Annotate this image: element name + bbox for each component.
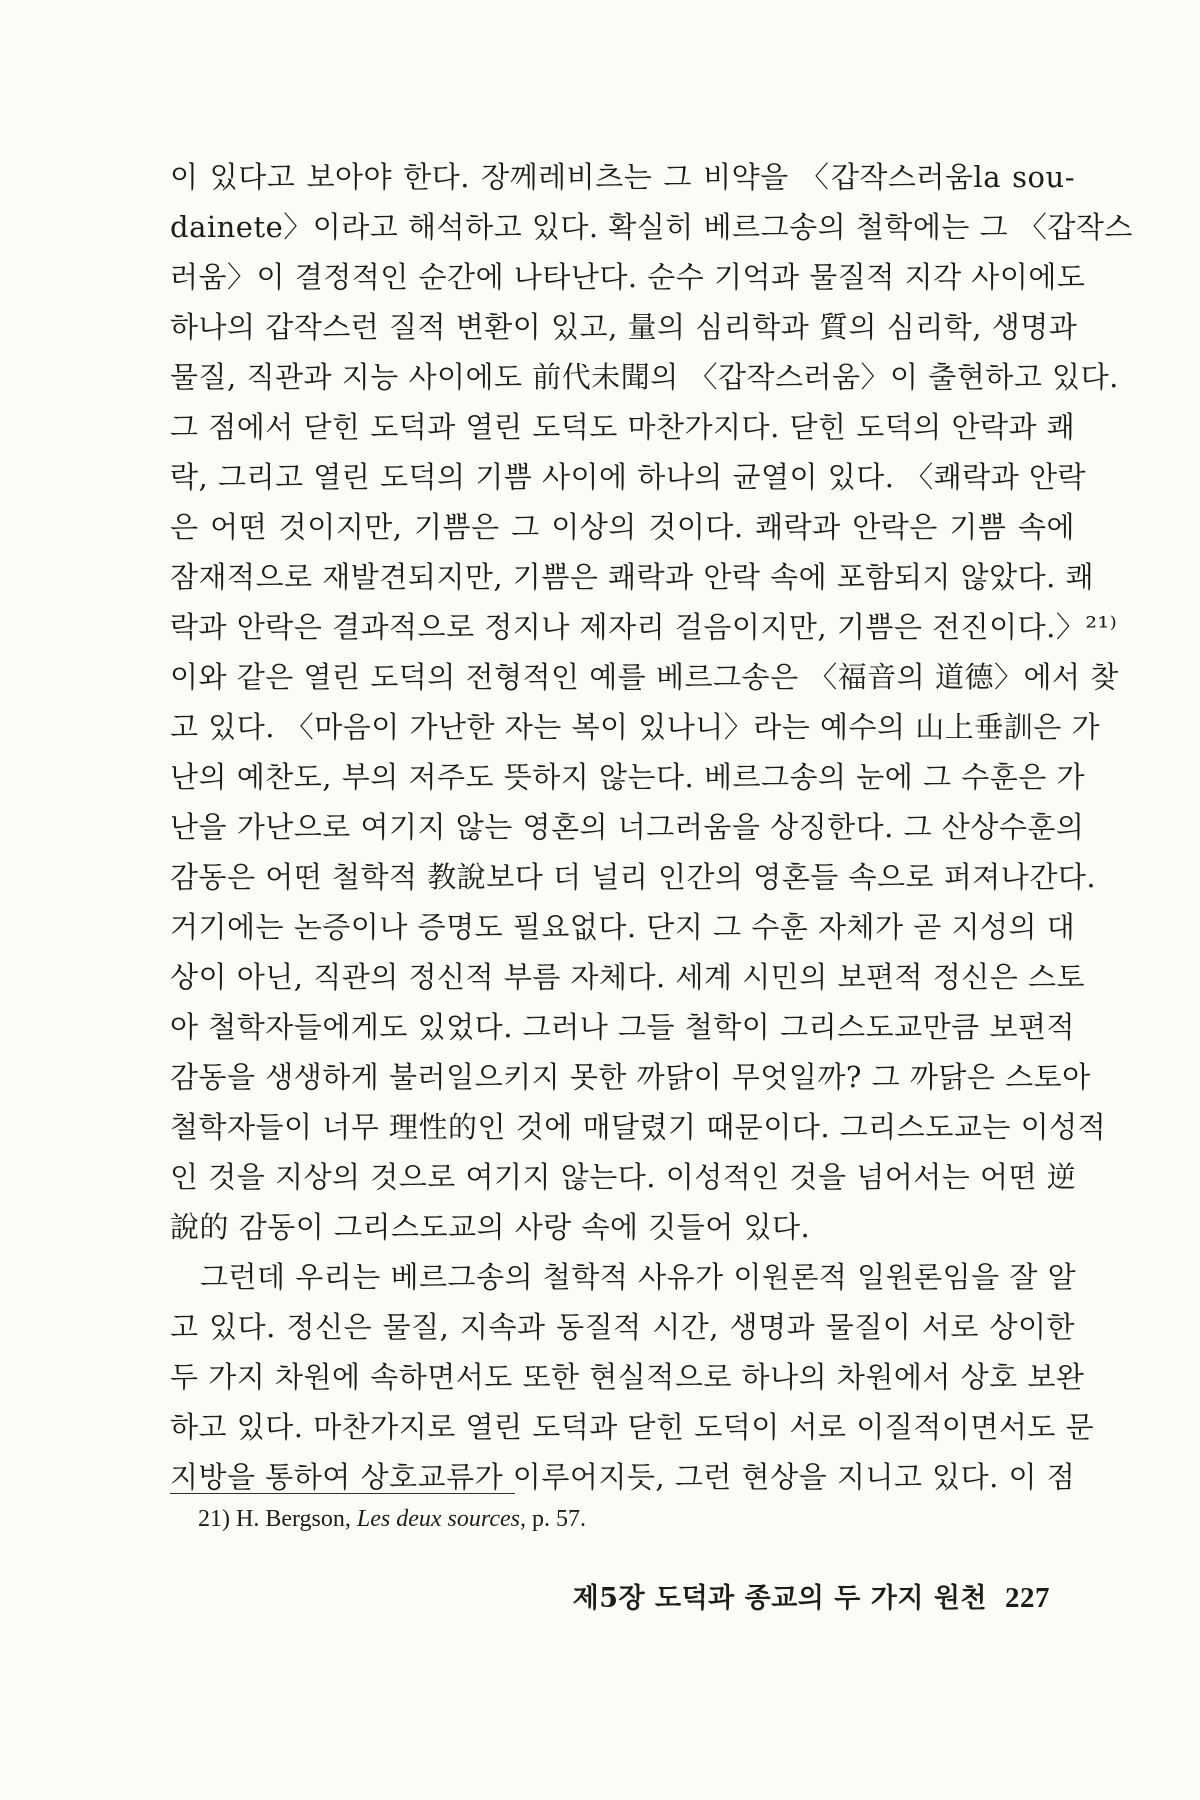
text-line: 락, 그리고 열린 도덕의 기쁨 사이에 하나의 균열이 있다. 〈쾌락과 안락: [170, 460, 1086, 494]
running-footer: [573, 1576, 1050, 1615]
text-line: 인 것을 지상의 것으로 여기지 않는다. 이성적인 것을 넘어서는 어떤 逆: [170, 1160, 1077, 1194]
text-line: 난의 예찬도, 부의 저주도 뜻하지 않는다. 베르그송의 눈에 그 수훈은 가: [170, 760, 1086, 794]
page-number: 227: [1005, 1582, 1050, 1614]
body-text: [170, 152, 1133, 1502]
text-line: 은 어떤 것이지만, 기쁨은 그 이상의 것이다. 쾌락과 안락은 기쁨 속에: [170, 510, 1075, 544]
footnote: [198, 1502, 586, 1536]
text-line: 잠재적으로 재발견되지만, 기쁨은 쾌락과 안락 속에 포함되지 않았다. 쾌: [170, 560, 1095, 594]
text-line: 이와 같은 열린 도덕의 전형적인 예를 베르그송은 〈福音의 道德〉에서 찾: [170, 660, 1119, 694]
footnote-marker: 21): [198, 1506, 230, 1532]
text-line: 감동을 생생하게 불러일으키지 못한 까닭이 무엇일까? 그 까닭은 스토아: [170, 1060, 1091, 1094]
text-line: 난을 가난으로 여기지 않는 영혼의 너그러움을 상징한다. 그 산상수훈의: [170, 810, 1085, 844]
text-line: 상이 아닌, 직관의 정신적 부름 자체다. 세계 시민의 보편적 정신은 스토: [170, 960, 1086, 994]
text-line: 아 철학자들에게도 있었다. 그러나 그들 철학이 그리스도교만큼 보편적: [170, 1010, 1075, 1044]
text-line: 철학자들이 너무 理性的인 것에 매달렸기 때문이다. 그리스도교는 이성적: [170, 1110, 1107, 1144]
text-line: 락과 안락은 결과적으로 정지나 제자리 걸음이지만, 기쁨은 전진이다.〉²¹⁾: [170, 610, 1118, 644]
text-line: 물질, 직관과 지능 사이에도 前代未聞의 〈갑작스러움〉이 출현하고 있다.: [170, 360, 1119, 394]
text-line: 하나의 갑작스런 질적 변환이 있고, 量의 심리학과 質의 심리학, 생명과: [170, 310, 1078, 344]
text-line: 說的 감동이 그리스도교의 사랑 속에 깃들어 있다.: [170, 1210, 811, 1244]
text-line: 지방을 통하여 상호교류가 이루어지듯, 그런 현상을 지니고 있다. 이 점: [170, 1460, 1076, 1494]
footnote-author: H. Bergson,: [236, 1506, 351, 1532]
paragraph-first-line: 그런데 우리는 베르그송의 철학적 사유가 이원론적 일원론임을 잘 알: [200, 1260, 1077, 1294]
text-line: 두 가지 차원에 속하면서도 또한 현실적으로 하나의 차원에서 상호 보완: [170, 1360, 1085, 1394]
text-line: 그 점에서 닫힌 도덕과 열린 도덕도 마찬가지다. 닫힌 도덕의 안락과 쾌: [170, 410, 1076, 444]
text-line: 고 있다. 정신은 물질, 지속과 동질적 시간, 생명과 물질이 서로 상이한: [170, 1310, 1075, 1344]
footnote-page: p. 57.: [531, 1506, 586, 1532]
text-line: 러움〉이 결정적인 순간에 나타난다. 순수 기억과 물질적 지각 사이에도: [170, 260, 1086, 294]
text-line: 고 있다. 〈마음이 가난한 자는 복이 있나니〉라는 예수의 山上垂訓은 가: [170, 710, 1101, 744]
footnote-title: Les deux sources,: [356, 1506, 526, 1532]
text-line: 감동은 어떤 철학적 教說보다 더 널리 인간의 영혼들 속으로 퍼져나간다.: [170, 860, 1097, 894]
text-line: 이 있다고 보아야 한다. 장께레비츠는 그 비약을 〈갑작스러움la sou-: [170, 160, 1075, 194]
chapter-title: 제5장 도덕과 종교의 두 가지 원천: [572, 1583, 987, 1614]
text-line: 하고 있다. 마찬가지로 열린 도덕과 닫힌 도덕이 서로 이질적이면서도 문: [170, 1410, 1095, 1444]
text-line: dainete〉이라고 해석하고 있다. 확실히 베르그송의 철학에는 그 〈갑작스: [170, 210, 1133, 244]
text-line: 거기에는 논증이나 증명도 필요없다. 단지 그 수훈 자체가 곧 지성의 대: [170, 910, 1076, 944]
footnote-divider: [170, 1493, 515, 1494]
